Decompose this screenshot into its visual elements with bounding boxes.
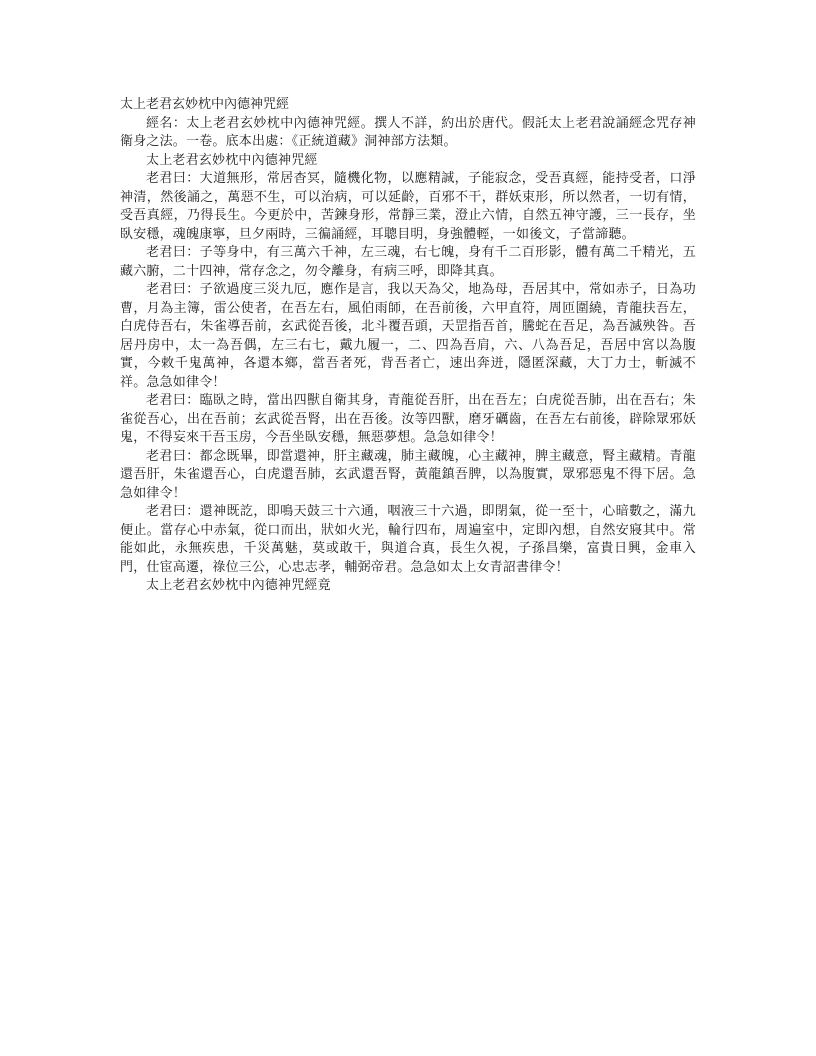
body-paragraph: 老君曰：子欲過度三災九厄，應作是言，我以天為父，地為母，吾居其中，常如赤子，日為功曹，月為主簿，雷公使者，在吾左右，風伯雨師，在吾前後，六甲直符，周匝圍繞，青龍扶吾左，白虎侍吾右，朱雀導吾前，玄武從吾後，北斗覆吾頭，天罡指吾首，騰蛇在吾足，為吾滅殃咎。吾居丹房中，太一為吾偶，左三右七，戴九履一，二、四為吾肩，六、八為吾足，吾居中宮以為腹實，今敕千鬼萬神，各還本鄉，當吾者死，背吾者亡，速出奔迸，隱匿深藏，大丁力士，斬滅不祥。急急如律令！ [120,282,696,390]
body-paragraph: 老君曰：臨臥之時，當出四獸自衛其身，青龍從吾肝，出在吾左；白虎從吾肺，出在吾右；朱雀從吾心，出在吾前；玄武從吾腎，出在吾後。汝等四獸，磨牙礪齒，在吾左右前後，辟除眾邪妖鬼，不得妄來干吾玉房，今吾坐臥安穩，無惡夢想。急急如律令！ [120,393,696,445]
document-title: 太上老君玄妙枕中內德神咒經 [120,97,290,112]
document-page [120,96,696,596]
section-heading: 太上老君玄妙枕中內德神咒經 [146,152,318,168]
body-paragraph: 老君曰：大道無形，常居杳冥，隨機化物，以應精誠，子能寂念，受吾真經，能持受者，口淨神清，然後誦之，萬惡不生，可以治病，可以延齡，百邪不干，群妖束形，所以然者，一切有情，受吾真經，乃得長生。今更於中，苦鍊身形，常靜三業，澄止六情，自然五神守護，三一長存，坐臥安穩，魂魄康寧，旦夕兩時，三徧誦經，耳聰目明，身強體輕，一如後文，子當諦聽。 [120,171,696,242]
body-paragraph: 老君曰：子等身中，有三萬六千神，左三魂，右七魄，身有千二百形影，體有萬二千精光，五藏六腑，二十四神，常存念之，勿令離身，有病三呼，即降其真。 [120,245,696,279]
body-paragraph: 老君曰：還神既訖，即鳴天鼓三十六通，咽液三十六過，即閉氣，從一至十，心暗數之，滿九便止。當存心中赤氣，從口而出，狀如火光，輪行四布，周遍室中，定即內想，自然安寢其中。常能如此，永無疾患，千災萬魅，莫或敢干，與道合真，長生久視，子孫昌樂，富貴日興，金車入門，仕宦高遷，祿位三公，心忠志孝，輔弼帝君。急急如太上女青詔書律令！ [120,504,696,575]
source-note-paragraph: 經名：太上老君玄妙枕中內德神咒經。撰人不詳，約出於唐代。假託太上老君說誦經念咒存神衛身之法。一卷。底本出處：《正統道藏》洞神部方法類。 [120,115,696,149]
body-paragraph: 老君曰：都念既畢，即當還神，肝主藏魂，肺主藏魄，心主藏神，脾主藏意，腎主藏精。青龍還吾肝，朱雀還吾心，白虎還吾肺，玄武還吾腎，黃龍鎮吾脾，以為腹實，眾邪惡鬼不得下居。急急如律令！ [120,448,696,501]
closing-line: 太上老君玄妙枕中內德神咒經竟 [146,578,331,593]
